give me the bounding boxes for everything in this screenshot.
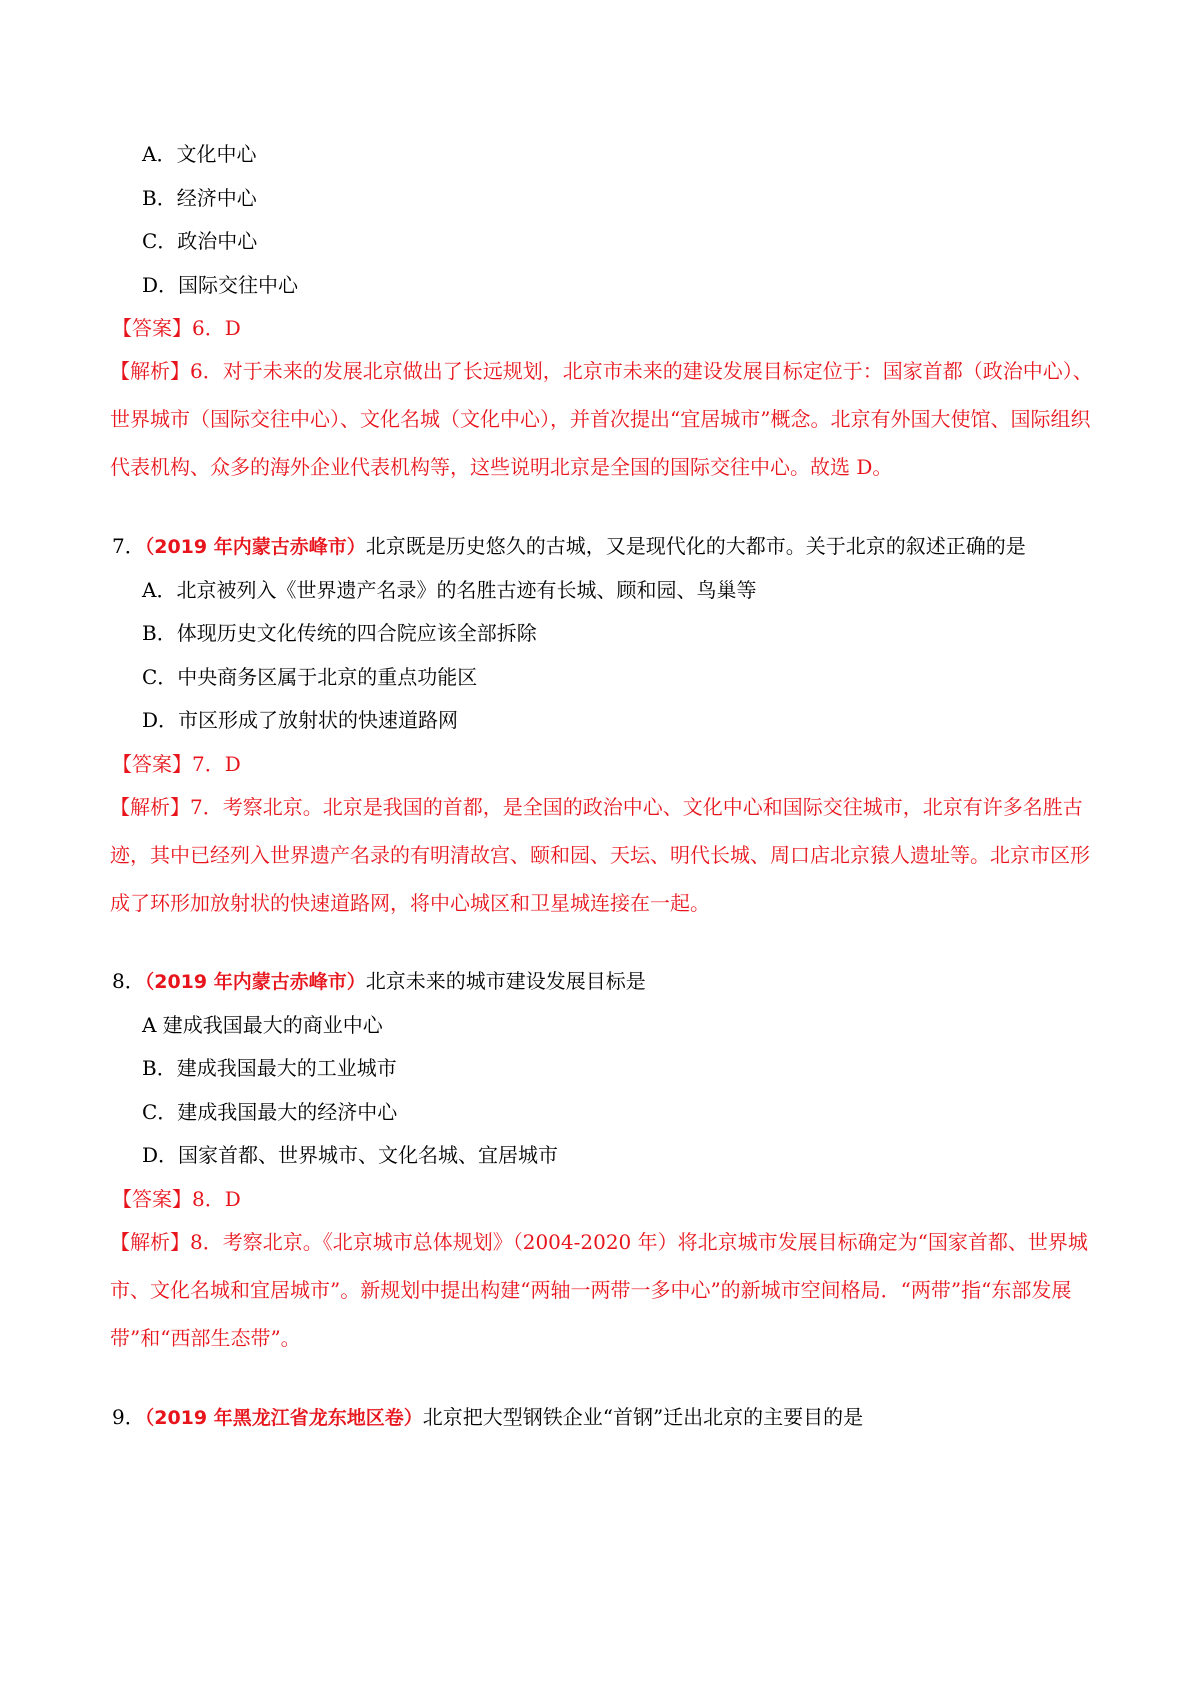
q8-answer: 【答案】8．D — [112, 1187, 241, 1211]
q8-stem-line — [112, 966, 646, 997]
q7-option-d: D．市区形成了放射状的快速道路网 — [142, 708, 459, 732]
q8-option-d: D．国家首都、世界城市、文化名城、宜居城市 — [142, 1143, 559, 1167]
q7-option-a: A．北京被列入《世界遗产名录》的名胜古迹有长城、顾和园、鸟巢等 — [142, 578, 757, 602]
q8-source: （2019 年内蒙古赤峰市） — [144, 971, 366, 993]
q9-number: 9． — [112, 1405, 145, 1429]
q6-option-b: B．经济中心 — [142, 186, 257, 210]
q8-option-a: A 建成我国最大的商业中心 — [142, 1013, 383, 1037]
q7-answer: 【答案】7．D — [112, 752, 241, 776]
q7-option-c: C．中央商务区属于北京的重点功能区 — [142, 665, 478, 689]
q7-option-b: B．体现历史文化传统的四合院应该全部拆除 — [142, 621, 537, 645]
q9-stem-line — [112, 1402, 863, 1433]
q8-stem: 北京未来的城市建设发展目标是 — [365, 969, 646, 993]
q6-analysis: 【解析】6．对于未来的发展北京做出了长远规划，北京市未来的建设发展目标定位于：国家首都（政治中心）、世界城市（国际交往中心）、文化名城（文化中心），并首次提出“宜居城市”概念。北京有外国大使馆、国际组织代表机构、众多的海外企业代表机构等，这些说明北京是全国的国际交往中心。故选 D。 — [110, 359, 1093, 479]
q8-option-b: B．建成我国最大的工业城市 — [142, 1056, 397, 1080]
q7-stem-line — [112, 531, 1026, 562]
q7-stem: 北京既是历史悠久的古城，又是现代化的大都市。关于北京的叙述正确的是 — [365, 534, 1026, 558]
q9-stem: 北京把大型钢铁企业“首钢”迁出北京的主要目的是 — [422, 1405, 864, 1429]
q8-analysis: 【解析】8．考察北京。《北京城市总体规划》（2004-2020 年）将北京城市发展目标确定为“国家首都、世界城市、文化名城和宜居城市”。新规划中提出构建“两轴一两带一多中心”的新城市空间格局．“两带”指“东部发展带”和“西部生态带”。 — [110, 1230, 1088, 1350]
q6-option-c: C．政治中心 — [142, 229, 258, 253]
q7-analysis: 【解析】7．考察北京。北京是我国的首都，是全国的政治中心、文化中心和国际交往城市，北京有许多名胜古迹，其中已经列入世界遗产名录的有明清故宫、颐和园、天坛、明代长城、周口店北京猿人遗址等。北京市区形成了环形加放射状的快速道路网，将中心城区和卫星城连接在一起。 — [110, 795, 1090, 915]
q8-option-c: C．建成我国最大的经济中心 — [142, 1100, 398, 1124]
q6-option-d: D．国际交往中心 — [142, 273, 299, 297]
q9-source: （2019 年黑龙江省龙东地区卷） — [144, 1407, 423, 1429]
q6-answer: 【答案】6．D — [112, 316, 241, 340]
q6-option-a: A．文化中心 — [142, 142, 257, 166]
q7-source: （2019 年内蒙古赤峰市） — [144, 536, 366, 558]
q7-number: 7． — [112, 534, 145, 558]
q8-number: 8． — [112, 969, 145, 993]
